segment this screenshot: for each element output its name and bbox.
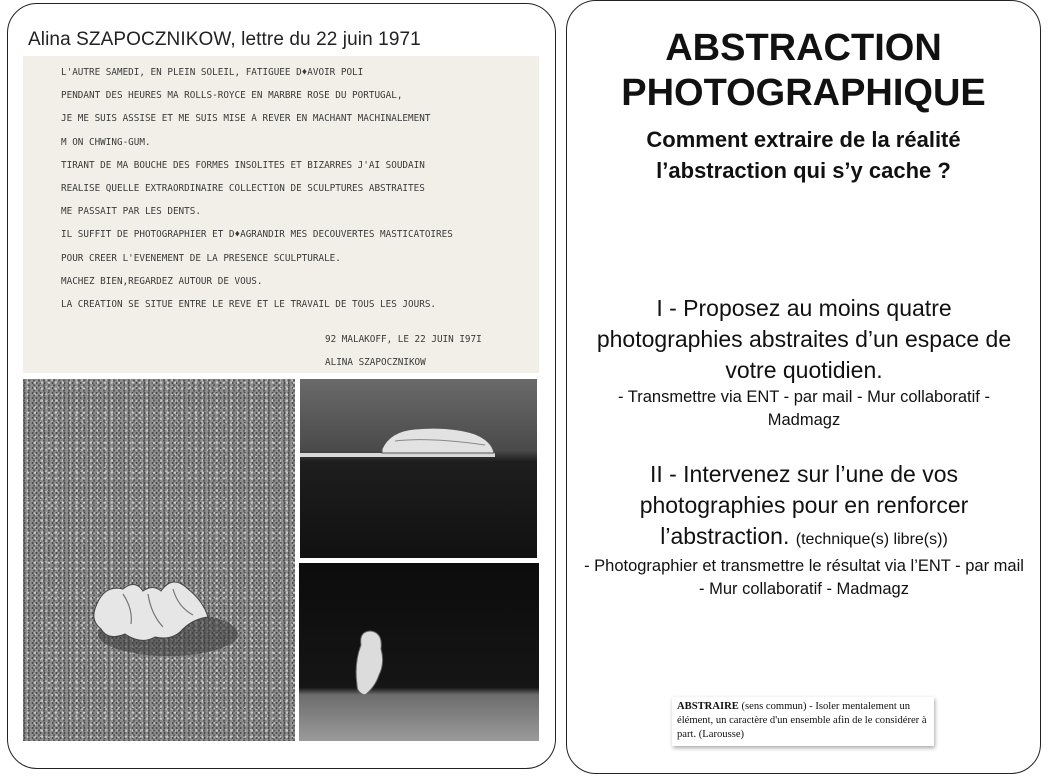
typed-letter [23, 56, 539, 373]
gum-on-ledge-drawing [299, 563, 539, 741]
task-two [584, 459, 1024, 601]
task-one-submission: - Transmettre via ENT - par mail - Mur collaboratif - Madmagz [618, 388, 990, 429]
letter-line: M ON CHWING-GUM. [61, 136, 151, 148]
gum-figure-shape [356, 631, 383, 695]
task-two-submission: - Photographier et transmettre le résultat via l’ENT - par mail - Mur collaboratif - Madmagz [584, 557, 1024, 598]
page-subtitle [566, 124, 1041, 186]
gum-on-gravel-photo [23, 379, 295, 741]
definition-term: ABSTRAIRE [677, 701, 739, 712]
letter-line: L'AUTRE SAMEDI, EN PLEIN SOLEIL, FATIGUEE D♦AVOIR POLI [61, 67, 364, 78]
task-one [584, 293, 1024, 432]
letter-signature: ALINA SZAPOCZNIKOW [325, 357, 426, 369]
letter-line: REALISE QUELLE EXTRAORDINAIRE COLLECTION DE SCULPTURES ABSTRAITES [61, 183, 425, 195]
task-one-instruction: I - Proposez au moins quatre photographies abstraites d’un espace de votre quotidien. [596, 295, 1012, 383]
gum-on-shelf-drawing [300, 379, 537, 558]
subtitle-line: Comment extraire de la réalité [646, 127, 961, 152]
letter-line: TIRANT DE MA BOUCHE DES FORMES INSOLITES ET BIZARRES J'AI SOUDAIN [61, 159, 425, 171]
shelf-edge [300, 453, 495, 457]
page-title [566, 26, 1041, 116]
gum-on-shelf-photo [300, 379, 537, 558]
letter-line: PENDANT DES HEURES MA ROLLS-ROYCE EN MARBRE ROSE DU PORTUGAL, [61, 90, 403, 102]
letter-line: ME PASSAIT PAR LES DENTS. [61, 206, 201, 218]
subtitle-line: l’abstraction qui s’y cache ? [656, 158, 951, 183]
letter-spacer [61, 316, 539, 328]
task-two-note: (technique(s) libre(s)) [795, 531, 948, 548]
letter-line: IL SUFFIT DE PHOTOGRAPHIER ET D♦AGRANDIR MES DECOUVERTES MASTICATOIRES [61, 229, 453, 241]
definition-box [672, 697, 934, 746]
definition-text: (sens commun) - Isoler mentalement un élément, un caractère d'un ensemble afin de le considérer à part. (Larousse) [677, 701, 927, 740]
task-two-instruction [584, 459, 1024, 555]
title-line: ABSTRACTION [665, 27, 942, 69]
gum-on-ledge-photo [299, 563, 539, 741]
letter-line: LA CREATION SE SITUE ENTRE LE REVE ET LE TRAVAIL DE TOUS LES JOURS. [61, 299, 437, 311]
letter-place-date: 92 MALAKOFF, LE 22 JUIN I97I [325, 334, 482, 346]
letter-caption: Alina SZAPOCZNIKOW, lettre du 22 juin 1971 [28, 29, 421, 50]
title-line: PHOTOGRAPHIQUE [621, 72, 986, 114]
gum-on-gravel-drawing [23, 379, 295, 741]
task-two-text: II - Intervenez sur l’une de vos photographies pour en renforcer l’abstraction. [639, 461, 969, 549]
letter-line: MACHEZ BIEN,REGARDEZ AUTOUR DE VOUS. [61, 275, 263, 287]
letter-line: POUR CREER L'EVENEMENT DE LA PRESENCE SCULPTURALE. [61, 252, 341, 264]
letter-line: JE ME SUIS ASSISE ET ME SUIS MISE A REVER EN MACHANT MACHINALEMENT [61, 113, 431, 125]
